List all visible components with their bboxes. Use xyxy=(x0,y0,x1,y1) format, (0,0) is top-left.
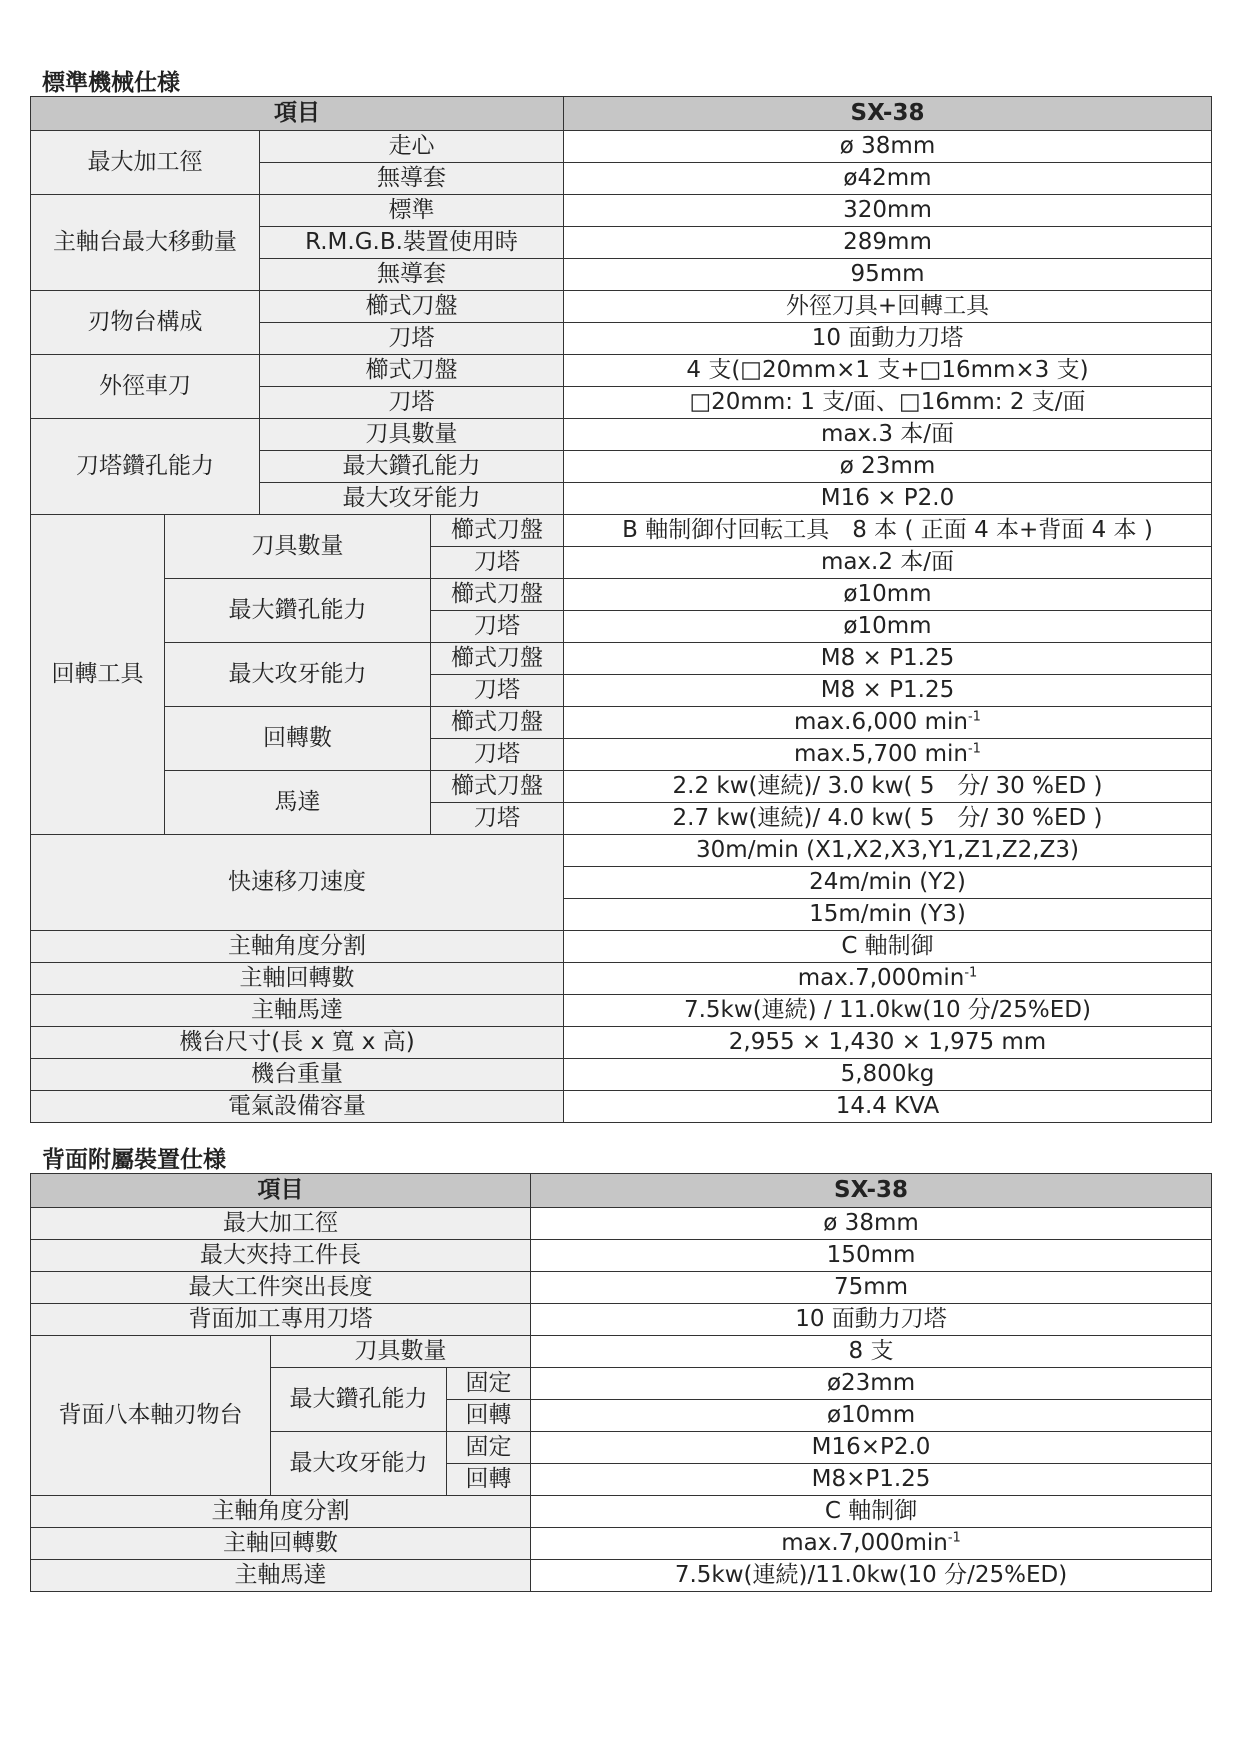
table-row xyxy=(31,771,1212,803)
row-label: 主軸馬達 xyxy=(31,1560,531,1592)
table-row xyxy=(31,579,1212,611)
row-value: 289mm xyxy=(564,227,1212,259)
row-value: C 軸制御 xyxy=(531,1496,1212,1528)
row-value: M8 × P1.25 xyxy=(564,643,1212,675)
header-item: 項目 xyxy=(31,1174,531,1208)
table-header xyxy=(31,97,1212,131)
row-label: 背面加工專用刀塔 xyxy=(31,1304,531,1336)
row-value: ø42mm xyxy=(564,163,1212,195)
row-value: B 軸制御付回転工具 8 本 ( 正面 4 本+背面 4 本 ) xyxy=(564,515,1212,547)
table-row xyxy=(31,931,1212,963)
table-row xyxy=(31,643,1212,675)
row-value: max.2 本/面 xyxy=(564,547,1212,579)
row-sublabel: 刀具數量 xyxy=(271,1336,531,1368)
row-value: max.3 本/面 xyxy=(564,419,1212,451)
row-value: $\max.7,000\min^{-1}$ xyxy=(531,1528,1212,1560)
row-sublabel: 回轉數 xyxy=(165,707,431,771)
row-value: 7.5kw(連続)/11.0kw(10 分/25%ED) xyxy=(531,1560,1212,1592)
row-value: ø10mm xyxy=(531,1400,1212,1432)
row-label: 主軸角度分割 xyxy=(31,1496,531,1528)
row-value: 5,800kg xyxy=(564,1059,1212,1091)
row-value: M16×P2.0 xyxy=(531,1432,1212,1464)
row-value: $\max.7,000\min^{-1}$ xyxy=(564,963,1212,995)
row-sublabel: 最大攻牙能力 xyxy=(260,483,564,515)
row-value: 外徑刀具+回轉工具 xyxy=(564,291,1212,323)
row-value: 150mm xyxy=(531,1240,1212,1272)
row-value: max.5,700 $\min^{-1}$ xyxy=(564,739,1212,771)
row-value: ø23mm xyxy=(531,1368,1212,1400)
row-sublabel: 標準 xyxy=(260,195,564,227)
header-item: 項目 xyxy=(31,97,564,131)
row-sublabel: 最大攻牙能力 xyxy=(271,1432,447,1496)
row-sublabel: 無導套 xyxy=(260,163,564,195)
row-value: M8×P1.25 xyxy=(531,1464,1212,1496)
row-subsublabel: 固定 xyxy=(447,1432,531,1464)
row-sublabel: 櫛式刀盤 xyxy=(260,291,564,323)
table-row xyxy=(31,291,1212,323)
row-value: max.6,000 $\min^{-1}$ xyxy=(564,707,1212,739)
row-subsublabel: 回轉 xyxy=(447,1464,531,1496)
row-label: 主軸角度分割 xyxy=(31,931,564,963)
table-row xyxy=(31,1528,1212,1560)
row-sublabel: 馬達 xyxy=(165,771,431,835)
row-subsublabel: 回轉 xyxy=(447,1400,531,1432)
row-sublabel: 最大攻牙能力 xyxy=(165,643,431,707)
table-row xyxy=(31,1091,1212,1123)
table-row xyxy=(31,419,1212,451)
row-sublabel: 最大鑽孔能力 xyxy=(165,579,431,643)
row-value: 2,955 × 1,430 × 1,975 mm xyxy=(564,1027,1212,1059)
row-label: 機台尺寸(長 x 寬 x 高) xyxy=(31,1027,564,1059)
row-label: 最大工件突出長度 xyxy=(31,1272,531,1304)
row-sublabel: 刀塔 xyxy=(260,323,564,355)
row-value: 10 面動力刀塔 xyxy=(564,323,1212,355)
row-value: ø 38mm xyxy=(564,131,1212,163)
row-value: 14.4 KVA xyxy=(564,1091,1212,1123)
row-value: 75mm xyxy=(531,1272,1212,1304)
row-subsublabel: 刀塔 xyxy=(431,547,564,579)
row-label: 最大夾持工件長 xyxy=(31,1240,531,1272)
row-subsublabel: 固定 xyxy=(447,1368,531,1400)
row-value: 7.5kw(連続) / 11.0kw(10 分/25%ED) xyxy=(564,995,1212,1027)
row-sublabel: 刀塔 xyxy=(260,387,564,419)
table-row xyxy=(31,995,1212,1027)
table-row xyxy=(31,707,1212,739)
row-sublabel: 刀具數量 xyxy=(260,419,564,451)
row-subsublabel: 櫛式刀盤 xyxy=(431,515,564,547)
standard-spec-table xyxy=(30,96,1212,1123)
standard-spec-title: 標準機械仕様 xyxy=(42,70,180,96)
row-label: 電氣設備容量 xyxy=(31,1091,564,1123)
row-value: ø 38mm xyxy=(531,1208,1212,1240)
row-value: 10 面動力刀塔 xyxy=(531,1304,1212,1336)
row-value: C 軸制御 xyxy=(564,931,1212,963)
header-model: SX-38 xyxy=(564,97,1212,131)
row-sublabel: R.M.G.B.裝置使用時 xyxy=(260,227,564,259)
row-label: 機台重量 xyxy=(31,1059,564,1091)
row-label: 刀塔鑽孔能力 xyxy=(31,419,260,515)
header-model: SX-38 xyxy=(531,1174,1212,1208)
row-sublabel: 走心 xyxy=(260,131,564,163)
table-row xyxy=(31,1496,1212,1528)
row-value: M8 × P1.25 xyxy=(564,675,1212,707)
table-row xyxy=(31,1027,1212,1059)
table-row xyxy=(31,1560,1212,1592)
row-sublabel: 最大鑽孔能力 xyxy=(260,451,564,483)
table-row xyxy=(31,1304,1212,1336)
row-label: 主軸台最大移動量 xyxy=(31,195,260,291)
row-subsublabel: 櫛式刀盤 xyxy=(431,643,564,675)
row-label: 背面八本軸刃物台 xyxy=(31,1336,271,1496)
table-header xyxy=(31,1174,1212,1208)
table-row xyxy=(31,1208,1212,1240)
table-row xyxy=(31,835,1212,867)
table-row xyxy=(31,515,1212,547)
row-value: ø10mm xyxy=(564,579,1212,611)
table-row xyxy=(31,195,1212,227)
row-value: 320mm xyxy=(564,195,1212,227)
row-subsublabel: 刀塔 xyxy=(431,739,564,771)
row-subsublabel: 刀塔 xyxy=(431,803,564,835)
row-label: 主軸回轉數 xyxy=(31,1528,531,1560)
row-value: □20mm: 1 支/面、□16mm: 2 支/面 xyxy=(564,387,1212,419)
row-label: 最大加工徑 xyxy=(31,131,260,195)
table-row xyxy=(31,1272,1212,1304)
back-spec-title: 背面附屬裝置仕様 xyxy=(42,1147,226,1173)
row-value: M16 × P2.0 xyxy=(564,483,1212,515)
row-value: 15m/min (Y3) xyxy=(564,899,1212,931)
row-label: 主軸回轉數 xyxy=(31,963,564,995)
row-subsublabel: 櫛式刀盤 xyxy=(431,707,564,739)
row-subsublabel: 刀塔 xyxy=(431,611,564,643)
row-value: ø10mm xyxy=(564,611,1212,643)
row-sublabel: 最大鑽孔能力 xyxy=(271,1368,447,1432)
row-sublabel: 刀具數量 xyxy=(165,515,431,579)
table-row xyxy=(31,1059,1212,1091)
row-label: 最大加工徑 xyxy=(31,1208,531,1240)
row-subsublabel: 櫛式刀盤 xyxy=(431,579,564,611)
row-value: 4 支(□20mm×1 支+□16mm×3 支) xyxy=(564,355,1212,387)
table-row xyxy=(31,963,1212,995)
row-value: ø 23mm xyxy=(564,451,1212,483)
row-value: 8 支 xyxy=(531,1336,1212,1368)
table-row xyxy=(31,355,1212,387)
row-value: 2.7 kw(連続)/ 4.0 kw( 5 分/ 30 %ED ) xyxy=(564,803,1212,835)
row-label: 刃物台構成 xyxy=(31,291,260,355)
row-label: 回轉工具 xyxy=(31,515,165,835)
row-subsublabel: 櫛式刀盤 xyxy=(431,771,564,803)
row-sublabel: 櫛式刀盤 xyxy=(260,355,564,387)
table-row xyxy=(31,1240,1212,1272)
row-label: 外徑車刀 xyxy=(31,355,260,419)
row-value: 30m/min (X1,X2,X3,Y1,Z1,Z2,Z3) xyxy=(564,835,1212,867)
table-row xyxy=(31,131,1212,163)
table-row xyxy=(31,1336,1212,1368)
row-value: 24m/min (Y2) xyxy=(564,867,1212,899)
row-value: 2.2 kw(連続)/ 3.0 kw( 5 分/ 30 %ED ) xyxy=(564,771,1212,803)
row-label: 主軸馬達 xyxy=(31,995,564,1027)
back-spec-table xyxy=(30,1173,1212,1592)
row-subsublabel: 刀塔 xyxy=(431,675,564,707)
row-value: 95mm xyxy=(564,259,1212,291)
row-sublabel: 無導套 xyxy=(260,259,564,291)
row-label: 快速移刀速度 xyxy=(31,835,564,931)
